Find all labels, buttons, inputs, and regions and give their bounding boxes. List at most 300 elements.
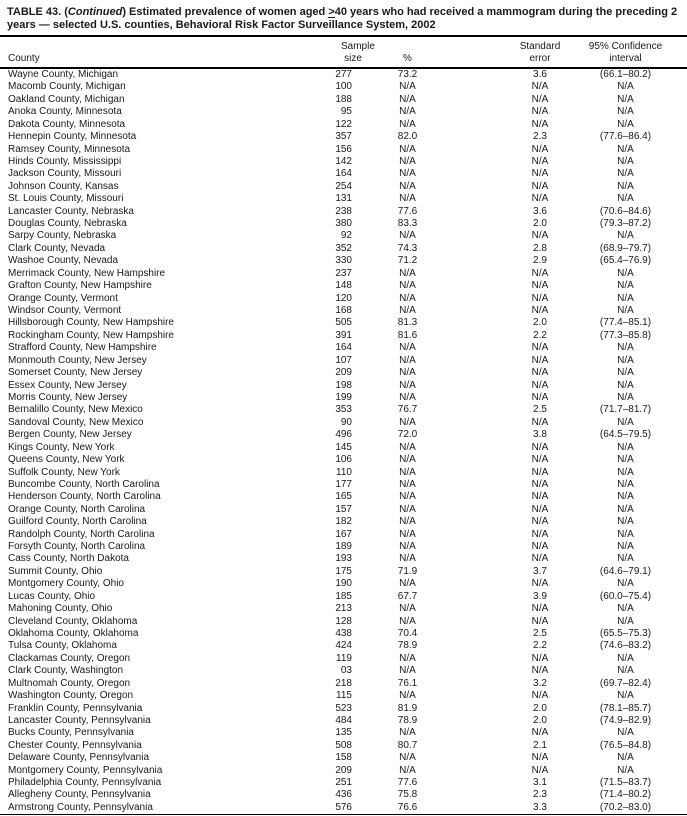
county-cell: Mahoning County, Ohio bbox=[8, 603, 113, 615]
county-cell: Ramsey County, Minnesota bbox=[8, 143, 131, 155]
sample-size-cell: 238 bbox=[335, 205, 352, 217]
confidence-interval-cell: N/A bbox=[617, 193, 634, 205]
table-row bbox=[0, 467, 687, 479]
confidence-interval-cell: (77.4–85.1) bbox=[599, 317, 652, 329]
sample-size-cell: 424 bbox=[335, 640, 352, 652]
confidence-interval-cell: (64.5–79.5) bbox=[599, 429, 652, 441]
standard-error-cell: 3.6 bbox=[533, 205, 547, 217]
percent-cell: N/A bbox=[399, 292, 416, 304]
confidence-interval-cell: N/A bbox=[617, 553, 634, 565]
standard-error-cell: 2.0 bbox=[533, 218, 547, 230]
confidence-interval-cell: (71.4–80.2) bbox=[599, 789, 652, 801]
confidence-interval-cell: (70.2–83.0) bbox=[599, 801, 652, 813]
confidence-interval-cell: (71.5–83.7) bbox=[599, 777, 652, 789]
county-cell: Queens County, New York bbox=[8, 454, 125, 466]
mammogram-prevalence-table bbox=[0, 37, 687, 815]
standard-error-cell: N/A bbox=[531, 143, 549, 155]
county-cell: Lancaster County, Pennsylvania bbox=[8, 714, 151, 726]
standard-error-cell: 2.3 bbox=[533, 789, 547, 801]
confidence-interval-cell: (64.6–79.1) bbox=[599, 565, 652, 577]
sample-size-cell: 576 bbox=[335, 801, 352, 813]
percent-cell: 81.9 bbox=[397, 702, 418, 714]
percent-cell: N/A bbox=[399, 727, 416, 739]
table-row bbox=[0, 703, 687, 715]
table-title bbox=[7, 6, 685, 32]
county-cell: Allegheny County, Pennsylvania bbox=[8, 789, 151, 801]
confidence-interval-cell: N/A bbox=[617, 466, 634, 478]
standard-error-cell: 3.3 bbox=[533, 801, 547, 813]
confidence-interval-cell: (79.3–87.2) bbox=[599, 218, 652, 230]
standard-error-cell: 3.9 bbox=[533, 590, 547, 602]
confidence-interval-cell: N/A bbox=[617, 528, 634, 540]
county-cell: Lancaster County, Nebraska bbox=[8, 205, 134, 217]
sample-size-cell: 508 bbox=[335, 739, 352, 751]
table-row bbox=[0, 628, 687, 640]
county-cell: Orange County, North Carolina bbox=[8, 503, 146, 515]
standard-error-cell: N/A bbox=[531, 541, 549, 553]
confidence-interval-cell: (74.9–82.9) bbox=[599, 714, 652, 726]
col-header-se-line1: Standard bbox=[519, 41, 561, 52]
confidence-interval-cell: N/A bbox=[617, 379, 634, 391]
sample-size-cell: 135 bbox=[335, 727, 352, 739]
standard-error-cell: 2.2 bbox=[533, 640, 547, 652]
standard-error-cell: 2.5 bbox=[533, 627, 547, 639]
county-cell: Delaware County, Pennsylvania bbox=[8, 752, 150, 764]
table-row bbox=[0, 317, 687, 329]
confidence-interval-cell: N/A bbox=[617, 118, 634, 130]
sample-size-cell: 100 bbox=[335, 81, 352, 93]
county-cell: Monmouth County, New Jersey bbox=[8, 354, 147, 366]
confidence-interval-cell: N/A bbox=[617, 603, 634, 615]
confidence-interval-cell: (65.5–75.3) bbox=[599, 627, 652, 639]
confidence-interval-cell: N/A bbox=[617, 342, 634, 354]
standard-error-cell: 2.3 bbox=[533, 131, 547, 143]
standard-error-cell: N/A bbox=[531, 342, 549, 354]
sample-size-cell: 353 bbox=[335, 404, 352, 416]
table-row bbox=[0, 640, 687, 652]
percent-cell: N/A bbox=[399, 193, 416, 205]
percent-cell: N/A bbox=[399, 516, 416, 528]
sample-size-cell: 156 bbox=[335, 143, 352, 155]
standard-error-cell: N/A bbox=[531, 292, 549, 304]
confidence-interval-cell: N/A bbox=[617, 367, 634, 379]
sample-size-cell: 330 bbox=[335, 255, 352, 267]
confidence-interval-cell: N/A bbox=[617, 478, 634, 490]
table-row bbox=[0, 181, 687, 193]
county-cell: Hinds County, Mississippi bbox=[8, 155, 122, 167]
percent-cell: N/A bbox=[399, 764, 416, 776]
confidence-interval-cell: N/A bbox=[617, 391, 634, 403]
county-cell: Washington County, Oregon bbox=[8, 690, 134, 702]
standard-error-cell: N/A bbox=[531, 81, 549, 93]
table-row bbox=[0, 193, 687, 205]
percent-cell: 71.9 bbox=[397, 565, 418, 577]
sample-size-cell: 92 bbox=[340, 230, 352, 242]
standard-error-cell: N/A bbox=[531, 93, 549, 105]
confidence-interval-cell: N/A bbox=[617, 503, 634, 515]
county-cell: Anoka County, Minnesota bbox=[8, 106, 122, 118]
percent-cell: N/A bbox=[399, 466, 416, 478]
standard-error-cell: N/A bbox=[531, 528, 549, 540]
percent-cell: 71.2 bbox=[397, 255, 418, 267]
county-cell: Douglas County, Nebraska bbox=[8, 218, 127, 230]
percent-cell: N/A bbox=[399, 118, 416, 130]
sample-size-cell: 128 bbox=[335, 615, 352, 627]
standard-error-cell: N/A bbox=[531, 354, 549, 366]
standard-error-cell: N/A bbox=[531, 193, 549, 205]
table-row bbox=[0, 727, 687, 739]
standard-error-cell: N/A bbox=[531, 416, 549, 428]
standard-error-cell: N/A bbox=[531, 652, 549, 664]
table-row bbox=[0, 156, 687, 168]
sample-size-cell: 175 bbox=[335, 565, 352, 577]
table-row bbox=[0, 516, 687, 528]
county-cell: Bergen County, New Jersey bbox=[8, 429, 132, 441]
sample-size-cell: 182 bbox=[335, 516, 352, 528]
confidence-interval-cell: (70.6–84.6) bbox=[599, 205, 652, 217]
confidence-interval-cell: N/A bbox=[617, 292, 634, 304]
table-row bbox=[0, 144, 687, 156]
confidence-interval-cell: N/A bbox=[617, 690, 634, 702]
standard-error-cell: N/A bbox=[531, 553, 549, 565]
table-row bbox=[0, 541, 687, 553]
sample-size-cell: 168 bbox=[335, 305, 352, 317]
county-cell: Clark County, Washington bbox=[8, 665, 124, 677]
percent-cell: 83.3 bbox=[397, 218, 418, 230]
confidence-interval-cell: N/A bbox=[617, 267, 634, 279]
percent-cell: N/A bbox=[399, 491, 416, 503]
col-header-standard-error bbox=[450, 37, 585, 68]
county-cell: Montgomery County, Ohio bbox=[8, 578, 124, 590]
percent-cell: 76.6 bbox=[397, 801, 418, 813]
confidence-interval-cell: (71.7–81.7) bbox=[599, 404, 652, 416]
standard-error-cell: N/A bbox=[531, 155, 549, 167]
confidence-interval-cell: N/A bbox=[617, 93, 634, 105]
confidence-interval-cell: N/A bbox=[617, 180, 634, 192]
standard-error-cell: N/A bbox=[531, 665, 549, 677]
standard-error-cell: 2.5 bbox=[533, 404, 547, 416]
standard-error-cell: N/A bbox=[531, 454, 549, 466]
sample-size-cell: 523 bbox=[335, 702, 352, 714]
table-row bbox=[0, 491, 687, 503]
table-row bbox=[0, 342, 687, 354]
standard-error-cell: N/A bbox=[531, 391, 549, 403]
percent-cell: 77.6 bbox=[397, 777, 418, 789]
confidence-interval-cell: N/A bbox=[617, 615, 634, 627]
table-row bbox=[0, 740, 687, 752]
table-row bbox=[0, 603, 687, 615]
percent-cell: N/A bbox=[399, 752, 416, 764]
table-row bbox=[0, 777, 687, 789]
county-cell: Guilford County, North Carolina bbox=[8, 516, 147, 528]
greater-equal-symbol: > bbox=[328, 6, 335, 18]
standard-error-cell: N/A bbox=[531, 503, 549, 515]
sample-size-cell: 213 bbox=[335, 603, 352, 615]
county-cell: Clark County, Nevada bbox=[8, 242, 106, 254]
sample-size-cell: 107 bbox=[335, 354, 352, 366]
percent-cell: N/A bbox=[399, 180, 416, 192]
county-cell: Johnson County, Kansas bbox=[8, 180, 119, 192]
standard-error-cell: N/A bbox=[531, 280, 549, 292]
sample-size-cell: 438 bbox=[335, 627, 352, 639]
table-row bbox=[0, 355, 687, 367]
table-row bbox=[0, 106, 687, 118]
confidence-interval-cell: N/A bbox=[617, 354, 634, 366]
county-cell: Merrimack County, New Hampshire bbox=[8, 267, 166, 279]
standard-error-cell: N/A bbox=[531, 491, 549, 503]
sample-size-cell: 131 bbox=[335, 193, 352, 205]
percent-cell: N/A bbox=[399, 367, 416, 379]
county-cell: Grafton County, New Hampshire bbox=[8, 280, 152, 292]
standard-error-cell: N/A bbox=[531, 615, 549, 627]
sample-size-cell: 190 bbox=[335, 578, 352, 590]
table-row bbox=[0, 690, 687, 702]
confidence-interval-cell: (77.6–86.4) bbox=[599, 131, 652, 143]
sample-size-cell: 158 bbox=[335, 752, 352, 764]
county-cell: Rockingham County, New Hampshire bbox=[8, 329, 174, 341]
percent-cell: N/A bbox=[399, 665, 416, 677]
percent-cell: 81.3 bbox=[397, 317, 418, 329]
confidence-interval-cell: N/A bbox=[617, 441, 634, 453]
table-row bbox=[0, 578, 687, 590]
col-header-sample-size bbox=[315, 37, 375, 68]
percent-cell: 76.7 bbox=[397, 404, 418, 416]
county-cell: Multnomah County, Oregon bbox=[8, 677, 131, 689]
title-prefix: TABLE 43. ( bbox=[7, 6, 68, 18]
percent-cell: 77.6 bbox=[397, 205, 418, 217]
percent-cell: N/A bbox=[399, 155, 416, 167]
percent-cell: N/A bbox=[399, 603, 416, 615]
sample-size-cell: 352 bbox=[335, 242, 352, 254]
sample-size-cell: 277 bbox=[335, 69, 352, 80]
confidence-interval-cell: N/A bbox=[617, 652, 634, 664]
percent-cell: N/A bbox=[399, 478, 416, 490]
county-cell: Tulsa County, Oklahoma bbox=[8, 640, 117, 652]
table-row bbox=[0, 380, 687, 392]
standard-error-cell: 2.0 bbox=[533, 317, 547, 329]
confidence-interval-cell: N/A bbox=[617, 491, 634, 503]
table-row bbox=[0, 789, 687, 801]
sample-size-cell: 218 bbox=[335, 677, 352, 689]
standard-error-cell: 2.1 bbox=[533, 739, 547, 751]
sample-size-cell: 164 bbox=[335, 168, 352, 180]
confidence-interval-cell: N/A bbox=[617, 106, 634, 118]
table-row bbox=[0, 68, 687, 81]
sample-size-cell: 90 bbox=[340, 416, 352, 428]
confidence-interval-cell: N/A bbox=[617, 578, 634, 590]
table-row bbox=[0, 616, 687, 628]
table-row bbox=[0, 392, 687, 404]
sample-size-cell: 496 bbox=[335, 429, 352, 441]
table-row bbox=[0, 268, 687, 280]
table-row bbox=[0, 218, 687, 230]
standard-error-cell: 2.0 bbox=[533, 702, 547, 714]
county-cell: Oklahoma County, Oklahoma bbox=[8, 627, 139, 639]
standard-error-cell: N/A bbox=[531, 168, 549, 180]
table-row bbox=[0, 752, 687, 764]
sample-size-cell: 380 bbox=[335, 218, 352, 230]
confidence-interval-cell: (65.4–76.9) bbox=[599, 255, 652, 267]
confidence-interval-cell: N/A bbox=[617, 143, 634, 155]
percent-cell: N/A bbox=[399, 305, 416, 317]
table-row bbox=[0, 293, 687, 305]
county-cell: Hennepin County, Minnesota bbox=[8, 131, 137, 143]
county-cell: Cleveland County, Oklahoma bbox=[8, 615, 138, 627]
sample-size-cell: 254 bbox=[335, 180, 352, 192]
table-row bbox=[0, 168, 687, 180]
table-row bbox=[0, 653, 687, 665]
percent-cell: N/A bbox=[399, 454, 416, 466]
col-header-ci-line1: 95% Confidence bbox=[588, 41, 663, 52]
percent-cell: N/A bbox=[399, 503, 416, 515]
confidence-interval-cell: N/A bbox=[617, 454, 634, 466]
percent-cell: N/A bbox=[399, 541, 416, 553]
standard-error-cell: N/A bbox=[531, 267, 549, 279]
standard-error-cell: N/A bbox=[531, 478, 549, 490]
county-cell: Randolph County, North Carolina bbox=[8, 528, 155, 540]
sample-size-cell: 188 bbox=[335, 93, 352, 105]
sample-size-cell: 185 bbox=[335, 590, 352, 602]
col-header-county: County bbox=[0, 37, 315, 68]
col-header-confidence-interval bbox=[585, 37, 687, 68]
sample-size-cell: 165 bbox=[335, 491, 352, 503]
percent-cell: N/A bbox=[399, 230, 416, 242]
county-cell: Morris County, New Jersey bbox=[8, 391, 128, 403]
col-header-sample-line2: size bbox=[344, 52, 362, 64]
table-row bbox=[0, 442, 687, 454]
sample-size-cell: 193 bbox=[335, 553, 352, 565]
county-cell: Oakland County, Michigan bbox=[8, 93, 125, 105]
col-header-sample-line1: Sample bbox=[341, 41, 375, 52]
percent-cell: 67.7 bbox=[397, 590, 418, 602]
sample-size-cell: 157 bbox=[335, 503, 352, 515]
standard-error-cell: N/A bbox=[531, 603, 549, 615]
county-cell: Forsyth County, North Carolina bbox=[8, 541, 146, 553]
table-body bbox=[0, 68, 687, 815]
standard-error-cell: N/A bbox=[531, 764, 549, 776]
county-cell: Windsor County, Vermont bbox=[8, 305, 122, 317]
sample-size-cell: 03 bbox=[340, 665, 352, 677]
table-header bbox=[0, 37, 687, 68]
sample-size-cell: 164 bbox=[335, 342, 352, 354]
sample-size-cell: 142 bbox=[335, 155, 352, 167]
standard-error-cell: N/A bbox=[531, 727, 549, 739]
sample-size-cell: 209 bbox=[335, 367, 352, 379]
confidence-interval-cell: N/A bbox=[617, 305, 634, 317]
percent-cell: N/A bbox=[399, 106, 416, 118]
percent-cell: N/A bbox=[399, 81, 416, 93]
percent-cell: N/A bbox=[399, 143, 416, 155]
sample-size-cell: 106 bbox=[335, 454, 352, 466]
confidence-interval-cell: (78.1–85.7) bbox=[599, 702, 652, 714]
table-row bbox=[0, 417, 687, 429]
confidence-interval-cell: N/A bbox=[617, 280, 634, 292]
sample-size-cell: 251 bbox=[335, 777, 352, 789]
sample-size-cell: 436 bbox=[335, 789, 352, 801]
county-cell: Kings County, New York bbox=[8, 441, 115, 453]
sample-size-cell: 209 bbox=[335, 764, 352, 776]
percent-cell: 81.6 bbox=[397, 329, 418, 341]
percent-cell: 75.8 bbox=[397, 789, 418, 801]
title-body: ) Estimated prevalence of women aged bbox=[122, 6, 329, 18]
col-header-ci-line2: interval bbox=[609, 52, 642, 64]
county-cell: Montgomery County, Pennsylvania bbox=[8, 764, 163, 776]
county-cell: Philadelphia County, Pennsylvania bbox=[8, 777, 162, 789]
standard-error-cell: N/A bbox=[531, 118, 549, 130]
table-row bbox=[0, 305, 687, 317]
percent-cell: 78.9 bbox=[397, 714, 418, 726]
table-row bbox=[0, 504, 687, 516]
percent-cell: N/A bbox=[399, 553, 416, 565]
standard-error-cell: N/A bbox=[531, 578, 549, 590]
sample-size-cell: 119 bbox=[336, 652, 352, 664]
county-cell: Dakota County, Minnesota bbox=[8, 118, 126, 130]
sample-size-cell: 95 bbox=[340, 106, 352, 118]
sample-size-cell: 484 bbox=[335, 714, 352, 726]
standard-error-cell: N/A bbox=[531, 180, 549, 192]
county-cell: Buncombe County, North Carolina bbox=[8, 478, 160, 490]
sample-size-cell: 167 bbox=[335, 528, 352, 540]
sample-size-cell: 505 bbox=[335, 317, 352, 329]
table-row bbox=[0, 94, 687, 106]
table-row bbox=[0, 553, 687, 565]
confidence-interval-cell: N/A bbox=[617, 516, 634, 528]
percent-cell: 70.4 bbox=[397, 627, 418, 639]
percent-cell: N/A bbox=[399, 168, 416, 180]
confidence-interval-cell: N/A bbox=[617, 665, 634, 677]
standard-error-cell: N/A bbox=[531, 752, 549, 764]
col-header-percent: % bbox=[365, 37, 450, 68]
county-cell: Bernalillo County, New Mexico bbox=[8, 404, 143, 416]
table-row bbox=[0, 255, 687, 267]
standard-error-cell: 3.1 bbox=[533, 777, 547, 789]
table-row bbox=[0, 566, 687, 578]
county-cell: Orange County, Vermont bbox=[8, 292, 118, 304]
county-cell: Wayne County, Michigan bbox=[8, 69, 119, 80]
percent-cell: 80.7 bbox=[397, 739, 418, 751]
standard-error-cell: 2.9 bbox=[533, 255, 547, 267]
table-row bbox=[0, 665, 687, 677]
county-cell: Hillsborough County, New Hampshire bbox=[8, 317, 174, 329]
sample-size-cell: 357 bbox=[335, 131, 352, 143]
table-row bbox=[0, 529, 687, 541]
percent-cell: N/A bbox=[399, 690, 416, 702]
percent-cell: N/A bbox=[399, 652, 416, 664]
percent-cell: 72.0 bbox=[397, 429, 418, 441]
standard-error-cell: 3.7 bbox=[533, 565, 547, 577]
table-row bbox=[0, 454, 687, 466]
standard-error-cell: 2.8 bbox=[533, 242, 547, 254]
sample-size-cell: 145 bbox=[335, 441, 352, 453]
title-rest: 40 years who had received a mammogram during the preceding 2 years — selected U.S. counties, Behavioral Risk Factor Surveillance System, 2002 bbox=[7, 6, 678, 31]
table-row bbox=[0, 404, 687, 416]
standard-error-cell: 2.2 bbox=[533, 329, 547, 341]
percent-cell: 82.0 bbox=[397, 131, 418, 143]
percent-cell: N/A bbox=[399, 280, 416, 292]
confidence-interval-cell: (77.3–85.8) bbox=[599, 329, 652, 341]
percent-cell: N/A bbox=[399, 379, 416, 391]
standard-error-cell: N/A bbox=[531, 516, 549, 528]
table-row bbox=[0, 715, 687, 727]
confidence-interval-cell: N/A bbox=[617, 541, 634, 553]
county-cell: Chester County, Pennsylvania bbox=[8, 739, 142, 751]
county-cell: Henderson County, North Carolina bbox=[8, 491, 161, 503]
table-row bbox=[0, 206, 687, 218]
table-row bbox=[0, 230, 687, 242]
county-cell: Franklin County, Pennsylvania bbox=[8, 702, 143, 714]
sample-size-cell: 115 bbox=[336, 690, 352, 702]
confidence-interval-cell: N/A bbox=[617, 155, 634, 167]
